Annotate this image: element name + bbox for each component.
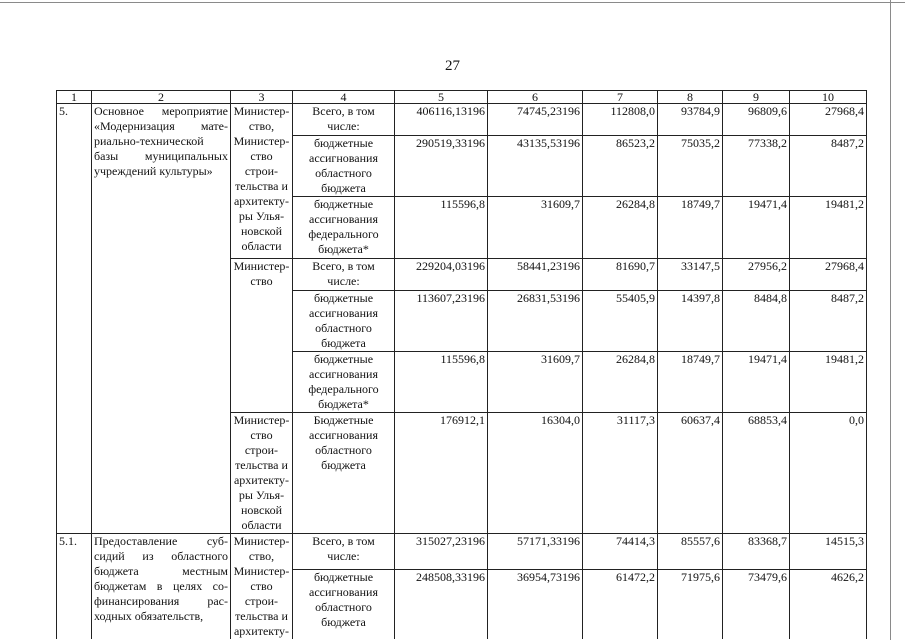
value-cell: 27968,4 [790, 259, 867, 291]
value-cell: 57171,33196 [488, 534, 583, 570]
table-row [57, 534, 867, 570]
value-cell: 18749,7 [658, 197, 723, 259]
column-number: 9 [723, 91, 790, 104]
funding-source: Всего, в том числе: [293, 104, 395, 136]
value-cell: 19471,4 [723, 352, 790, 413]
value-cell: 115596,8 [395, 352, 488, 413]
column-number: 2 [92, 91, 231, 104]
value-cell: 86523,2 [583, 136, 658, 197]
value-cell: 8487,2 [790, 291, 867, 352]
value-cell: 61472,2 [583, 569, 658, 639]
value-cell: 74745,23196 [488, 104, 583, 136]
value-cell: 31117,3 [583, 413, 658, 534]
value-cell: 85557,6 [658, 534, 723, 570]
value-cell: 406116,13196 [395, 104, 488, 136]
value-cell: 19471,4 [723, 197, 790, 259]
value-cell: 115596,8 [395, 197, 488, 259]
column-number: 1 [57, 91, 92, 104]
value-cell: 74414,3 [583, 534, 658, 570]
value-cell: 75035,2 [658, 136, 723, 197]
value-cell: 58441,23196 [488, 259, 583, 291]
value-cell: 112808,0 [583, 104, 658, 136]
value-cell: 26831,53196 [488, 291, 583, 352]
value-cell: 248508,33196 [395, 569, 488, 639]
value-cell: 18749,7 [658, 352, 723, 413]
budget-table [56, 90, 867, 639]
column-number-row [57, 91, 867, 104]
responsible-ministry: Министер-ство, Министер-ство строи-тельства и архитекту-ры Улья-новской области [231, 104, 293, 259]
value-cell: 71975,6 [658, 569, 723, 639]
value-cell: 4626,2 [790, 569, 867, 639]
value-cell: 315027,23196 [395, 534, 488, 570]
responsible-ministry: Министер-ство, Министер-ство строи-тельства и архитекту- [231, 534, 293, 640]
value-cell: 77338,2 [723, 136, 790, 197]
value-cell: 8487,2 [790, 136, 867, 197]
value-cell: 176912,1 [395, 413, 488, 534]
value-cell: 31609,7 [488, 197, 583, 259]
value-cell: 19481,2 [790, 352, 867, 413]
value-cell: 27968,4 [790, 104, 867, 136]
value-cell: 36954,73196 [488, 569, 583, 639]
column-number: 7 [583, 91, 658, 104]
value-cell: 96809,6 [723, 104, 790, 136]
value-cell: 73479,6 [723, 569, 790, 639]
scan-edge-top [0, 2, 905, 3]
funding-source: бюджетные ассигнования областного бюджета [293, 569, 395, 639]
value-cell: 0,0 [790, 413, 867, 534]
value-cell: 93784,9 [658, 104, 723, 136]
value-cell: 31609,7 [488, 352, 583, 413]
value-cell: 68853,4 [723, 413, 790, 534]
value-cell: 16304,0 [488, 413, 583, 534]
column-number: 4 [293, 91, 395, 104]
funding-source: бюджетные ассигнования областного бюджета [293, 291, 395, 352]
value-cell: 60637,4 [658, 413, 723, 534]
value-cell: 26284,8 [583, 352, 658, 413]
value-cell: 19481,2 [790, 197, 867, 259]
value-cell: 14515,3 [790, 534, 867, 570]
funding-source: Всего, в том числе: [293, 259, 395, 291]
event-number: 5. [57, 104, 92, 534]
event-name: Предоставление суб-сидий из областного бюджета местным бюджетам в целях со-финансирования рас-ходных обязательств, [92, 534, 231, 640]
event-name: Основное мероприятие «Модернизация мате-риально-технической базы муниципальных учреждений культуры» [92, 104, 231, 534]
value-cell: 14397,8 [658, 291, 723, 352]
column-number: 6 [488, 91, 583, 104]
funding-source: бюджетные ассигнования областного бюджета [293, 136, 395, 197]
funding-source: бюджетные ассигнования федерального бюджета* [293, 197, 395, 259]
value-cell: 26284,8 [583, 197, 658, 259]
responsible-ministry: Министер-ство строи-тельства и архитекту-ры Улья-новской области [231, 413, 293, 534]
column-number: 8 [658, 91, 723, 104]
value-cell: 55405,9 [583, 291, 658, 352]
value-cell: 27956,2 [723, 259, 790, 291]
responsible-ministry: Министер-ство [231, 259, 293, 413]
event-number: 5.1. [57, 534, 92, 640]
value-cell: 8484,8 [723, 291, 790, 352]
funding-source: Бюджетные ассигнования областного бюджета [293, 413, 395, 534]
table-row [57, 104, 867, 136]
value-cell: 81690,7 [583, 259, 658, 291]
value-cell: 83368,7 [723, 534, 790, 570]
funding-source: Всего, в том числе: [293, 534, 395, 570]
column-number: 10 [790, 91, 867, 104]
value-cell: 290519,33196 [395, 136, 488, 197]
scan-edge-right [890, 0, 891, 640]
page-number: 27 [445, 58, 460, 74]
value-cell: 33147,5 [658, 259, 723, 291]
value-cell: 43135,53196 [488, 136, 583, 197]
value-cell: 229204,03196 [395, 259, 488, 291]
funding-source: бюджетные ассигнования федерального бюджета* [293, 352, 395, 413]
value-cell: 113607,23196 [395, 291, 488, 352]
column-number: 5 [395, 91, 488, 104]
column-number: 3 [231, 91, 293, 104]
